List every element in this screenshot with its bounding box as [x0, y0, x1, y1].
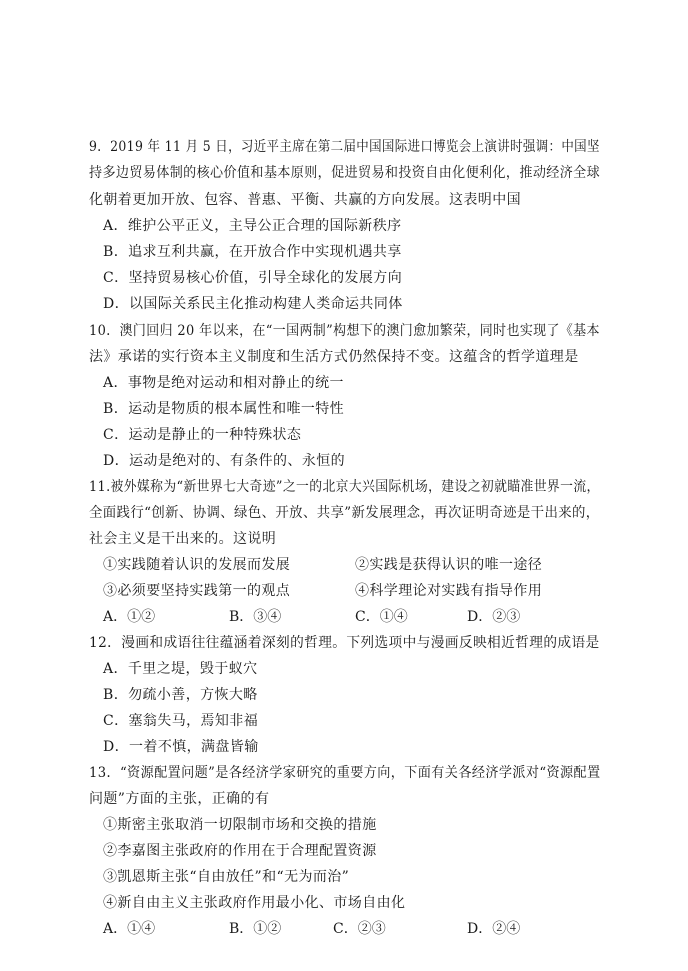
q11-statement-1: ①实践随着认识的发展而发展 — [103, 557, 291, 573]
q13-choice-b: B．①② — [229, 921, 282, 937]
q12-option-a: A．千里之堤，毁于蚁穴 — [103, 661, 258, 677]
q13-statement-1: ①斯密主张取消一切限制市场和交换的措施 — [103, 817, 377, 833]
q11-stem-line-3: 社会主义是干出来的。这说明 — [89, 531, 277, 547]
q13-statement-3: ③凯恩斯主张“自由放任”和“无为而治” — [103, 869, 350, 885]
q11-stem-line-1: 11.被外媒称为“新世界七大奇迹”之一的北京大兴国际机场，建设之初就瞄准世界一流， — [89, 479, 600, 495]
q9-option-b: B．追求互利共赢，在开放合作中实现机遇共享 — [103, 244, 402, 260]
q12-stem-line-1: 12．漫画和成语往往蕴涵着深刻的哲理。下列选项中与漫画反映相近哲理的成语是 — [89, 635, 600, 651]
q10-option-d: D．运动是绝对的、有条件的、永恒的 — [103, 453, 346, 469]
q13-statement-4: ④新自由主义主张政府作用最小化、市场自由化 — [103, 895, 406, 911]
q11-choice-c: C．①④ — [355, 609, 408, 625]
q13-choice-d: D．②④ — [467, 921, 521, 937]
q11-choice-a: A．①② — [103, 609, 156, 625]
q11-statement-3: ③必须要坚持实践第一的观点 — [103, 583, 291, 599]
q9-stem-line-2: 持多边贸易体制的核心价值和基本原则，促进贸易和投资自由化便利化，推动经济全球 — [89, 165, 601, 181]
q13-statement-2: ②李嘉图主张政府的作用在于合理配置资源 — [103, 843, 377, 859]
q9-option-d: D．以国际关系民主化推动构建人类命运共同体 — [103, 296, 403, 312]
q9-option-a: A．维护公平正义，主导公正合理的国际新秩序 — [103, 218, 402, 234]
q10-option-a: A．事物是绝对运动和相对静止的统一 — [103, 375, 344, 391]
q9-stem-line-1: 9．2019 年 11 月 5 日，习近平主席在第二届中国国际进口博览会上演讲时强调：中国坚 — [89, 139, 600, 155]
q12-option-b: B．勿疏小善，方恢大略 — [103, 687, 258, 703]
q11-choice-b: B．③④ — [229, 609, 282, 625]
q11-stem-line-2: 全面践行“创新、协调、绿色、开放、共享”新发展理念，再次证明奇迹是干出来的， — [89, 505, 600, 521]
q12-option-c: C．塞翁失马，焉知非福 — [103, 713, 259, 729]
q10-stem-line-1: 10．澳门回归 20 年以来，在“一国两制”构想下的澳门愈加繁荣，同时也实现了《基本 — [89, 323, 600, 339]
q11-choice-d: D．②③ — [467, 609, 521, 625]
q13-choice-c: C．②③ — [333, 921, 386, 937]
q12-option-d: D．一着不慎，满盘皆输 — [103, 739, 259, 755]
q10-option-c: C．运动是静止的一种特殊状态 — [103, 427, 302, 443]
q9-option-c: C．坚持贸易核心价值，引导全球化的发展方向 — [103, 270, 403, 286]
q13-stem-line-1: 13．“资源配置问题”是各经济学家研究的重要方向，下面有关各经济学派对“资源配置 — [89, 765, 601, 781]
q10-option-b: B．运动是物质的根本属性和唯一特性 — [103, 401, 345, 417]
q13-choice-a: A．①④ — [103, 921, 156, 937]
q11-statement-2: ②实践是获得认识的唯一途径 — [355, 557, 543, 573]
q9-stem-line-3: 化朝着更加开放、包容、普惠、平衡、共赢的方向发展。这表明中国 — [89, 192, 521, 208]
q13-stem-line-2: 问题”方面的主张，正确的有 — [89, 791, 270, 807]
q10-stem-line-2: 法》承诺的实行资本主义制度和生活方式仍然保持不变。这蕴含的哲学道理是 — [89, 349, 579, 365]
q11-statement-4: ④科学理论对实践有指导作用 — [355, 583, 543, 599]
